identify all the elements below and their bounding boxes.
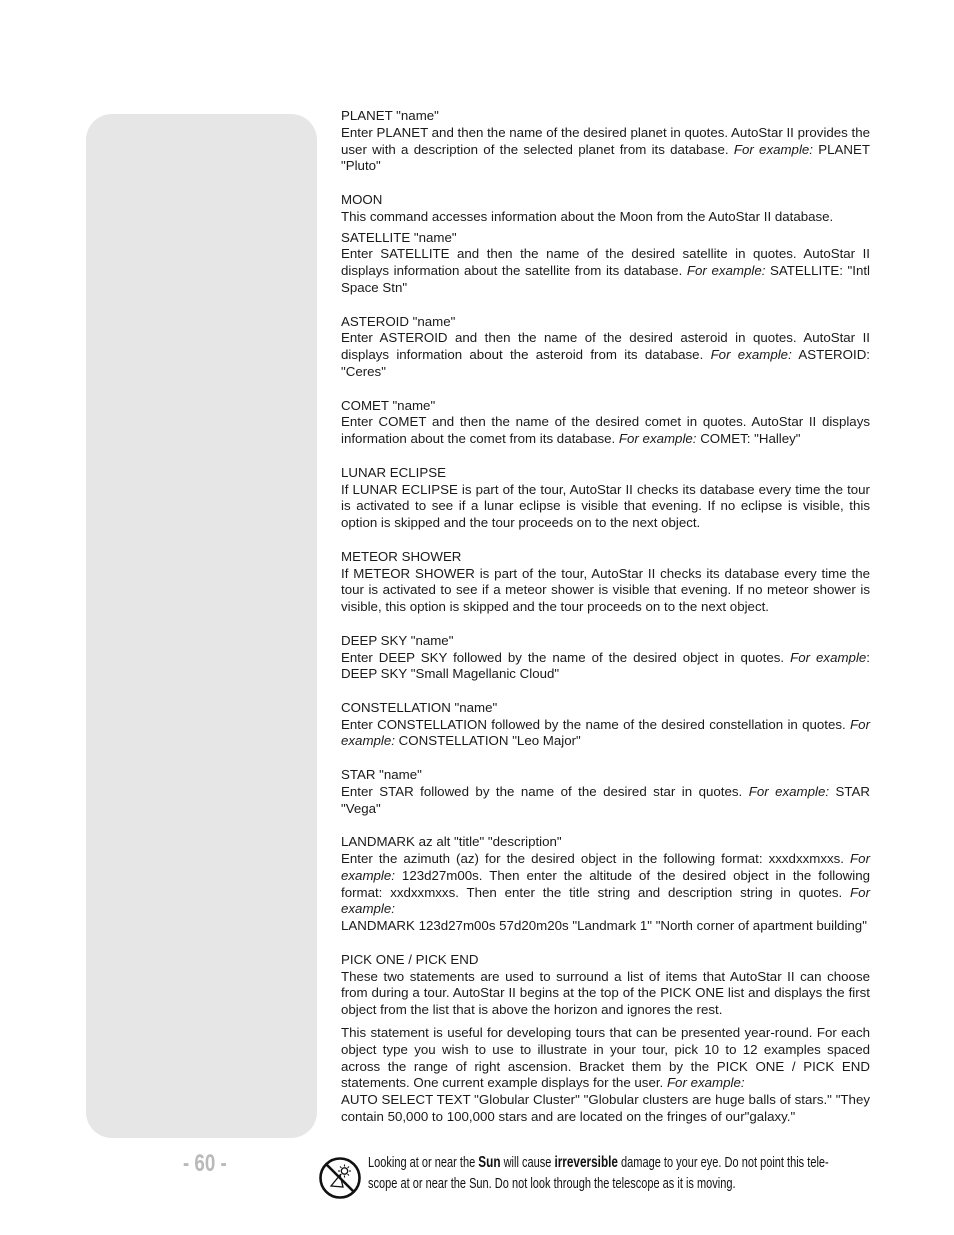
example-label: For example: <box>666 1075 745 1091</box>
entry-text: Enter STAR followed by the name of the desired star in quotes. <box>341 783 749 799</box>
entry-star <box>341 767 870 817</box>
entry-term: SATELLITE "name" <box>341 229 457 245</box>
example-text: CONSTELLATION "Leo Major" <box>394 733 581 749</box>
entry-term: ASTEROID "name" <box>341 313 456 329</box>
entry-text: Enter ASTEROID and then the name of the desired asteroid in quotes. AutoStar II displays information about the asteroid from its database. <box>341 330 870 363</box>
entry-deep-sky <box>341 633 870 683</box>
entry-text: If METEOR SHOWER is part of the tour, AutoStar II checks its database every time the tour is activated to see if a meteor shower is visible that evening. If no meteor shower is visible, this option is skipped and the tour proceeds on to the next object. <box>341 565 870 615</box>
example-label: For example: <box>748 783 830 799</box>
example-text: SATELLITE: "Intl Space Stn" <box>341 263 871 295</box>
entry-term: CONSTELLATION "name" <box>341 699 498 715</box>
entry-text: This statement is useful for developing tours that can be presented year-round. For each object type you wish to use to illustrate in your tour, pick 10 to 12 examples spaced across the range of right ascension. Bracket them by the PICK ONE / PICK END statements. One current example displays for the user. <box>341 1025 870 1091</box>
entry-lunar-eclipse <box>341 465 870 532</box>
entry-pick <box>341 952 870 1126</box>
entry-meteor-shower <box>341 549 870 616</box>
example-text: ASTEROID: "Ceres" <box>341 347 870 379</box>
entry-moon <box>341 192 870 226</box>
example-text: LANDMARK 123d27m00s 57d20m20s "Landmark 1" "North corner of apartment building" <box>341 918 867 934</box>
warning-part: Looking at or near the <box>368 1155 479 1171</box>
command-list <box>341 108 870 1143</box>
entry-text: Enter PLANET and then the name of the desired planet in quotes. AutoStar II provides the user with a description of the selected planet from its database. <box>341 124 871 157</box>
page-number: - 60 - <box>183 1150 227 1177</box>
entry-text: Enter SATELLITE and then the name of the desired satellite in quotes. AutoStar II displays information about the satellite from its database. <box>341 246 870 279</box>
example-label: For example: <box>710 347 792 363</box>
warning-part: will cause <box>500 1155 555 1171</box>
entry-asteroid <box>341 314 870 381</box>
entry-term: STAR "name" <box>341 767 422 783</box>
sidebar-panel <box>86 114 317 1138</box>
entry-planet <box>341 108 870 175</box>
entry-term: LUNAR ECLIPSE <box>341 464 446 480</box>
entry-term: PICK ONE / PICK END <box>341 951 479 967</box>
entry-text: These two statements are used to surround a list of items that AutoStar II can choose from during a tour. AutoStar II begins at the top of the PICK ONE list and displays the first object from the list that is above the horizon and ignores the rest. <box>341 968 870 1018</box>
entry-term: DEEP SKY "name" <box>341 632 454 648</box>
entry-text-2 <box>341 1025 870 1126</box>
entry-text: Enter DEEP SKY followed by the name of the desired object in quotes. <box>341 649 791 665</box>
entry-comet <box>341 398 870 448</box>
example-label: For example: <box>341 716 870 749</box>
entry-term: MOON <box>341 191 383 207</box>
entry-term: PLANET "name" <box>341 108 439 123</box>
entry-term: METEOR SHOWER <box>341 548 462 564</box>
warning-part: damage to your eye. Do not point this tele- <box>617 1155 829 1171</box>
example-text: STAR "Vega" <box>341 783 871 816</box>
example-text: PLANET "Pluto" <box>341 141 870 174</box>
warning-text <box>368 1152 870 1195</box>
example-label: For example <box>790 649 867 665</box>
example-label: For example: <box>618 431 697 447</box>
entry-landmark <box>341 834 870 935</box>
entry-text: Enter CONSTELLATION followed by the name of the desired constellation in quotes. <box>341 716 851 732</box>
example-label: For example: <box>341 851 870 883</box>
entry-term: COMET "name" <box>341 397 436 413</box>
no-sun-viewing-icon <box>318 1156 362 1200</box>
entry-satellite <box>341 230 870 297</box>
example-label: For example: <box>686 263 766 279</box>
entry-text: Enter COMET and then the name of the desired comet in quotes. AutoStar II displays information about the comet from its database. <box>341 414 870 447</box>
safety-warning <box>318 1152 878 1202</box>
warning-sun: Sun <box>478 1154 501 1171</box>
entry-text: 123d27m00s. Then enter the altitude of the desired object in the following format: xxdxxmxxs. Then enter the title string and description string in quotes. <box>341 867 870 900</box>
entry-text: If LUNAR ECLIPSE is part of the tour, AutoStar II checks its database every time the tour is activated to see if a lunar eclipse is visible that evening. If no eclipse is visible, this option is skipped and the tour proceeds on to the next object. <box>341 481 870 531</box>
entry-text: Enter the azimuth (az) for the desired object in the following format: xxxdxxmxxs. <box>341 851 851 867</box>
example-text: AUTO SELECT TEXT "Globular Cluster" "Globular clusters are huge balls of stars." "They contain 50,000 to 100,000 stars and are located on the fringes of our"galaxy." <box>341 1092 870 1125</box>
warning-irreversible: irreversible <box>554 1154 618 1171</box>
entry-term: LANDMARK az alt "title" "description" <box>341 834 562 850</box>
entry-text: This command accesses information about the Moon from the AutoStar II database. <box>341 208 834 224</box>
warning-line-2: scope at or near the Sun. Do not look through the telescope as it is moving. <box>368 1176 736 1192</box>
example-label: For example: <box>341 884 870 917</box>
entry-constellation <box>341 700 870 750</box>
example-text: : DEEP SKY "Small Magellanic Cloud" <box>341 649 870 682</box>
example-text: COMET: "Halley" <box>696 431 801 447</box>
example-label: For example: <box>733 141 813 157</box>
